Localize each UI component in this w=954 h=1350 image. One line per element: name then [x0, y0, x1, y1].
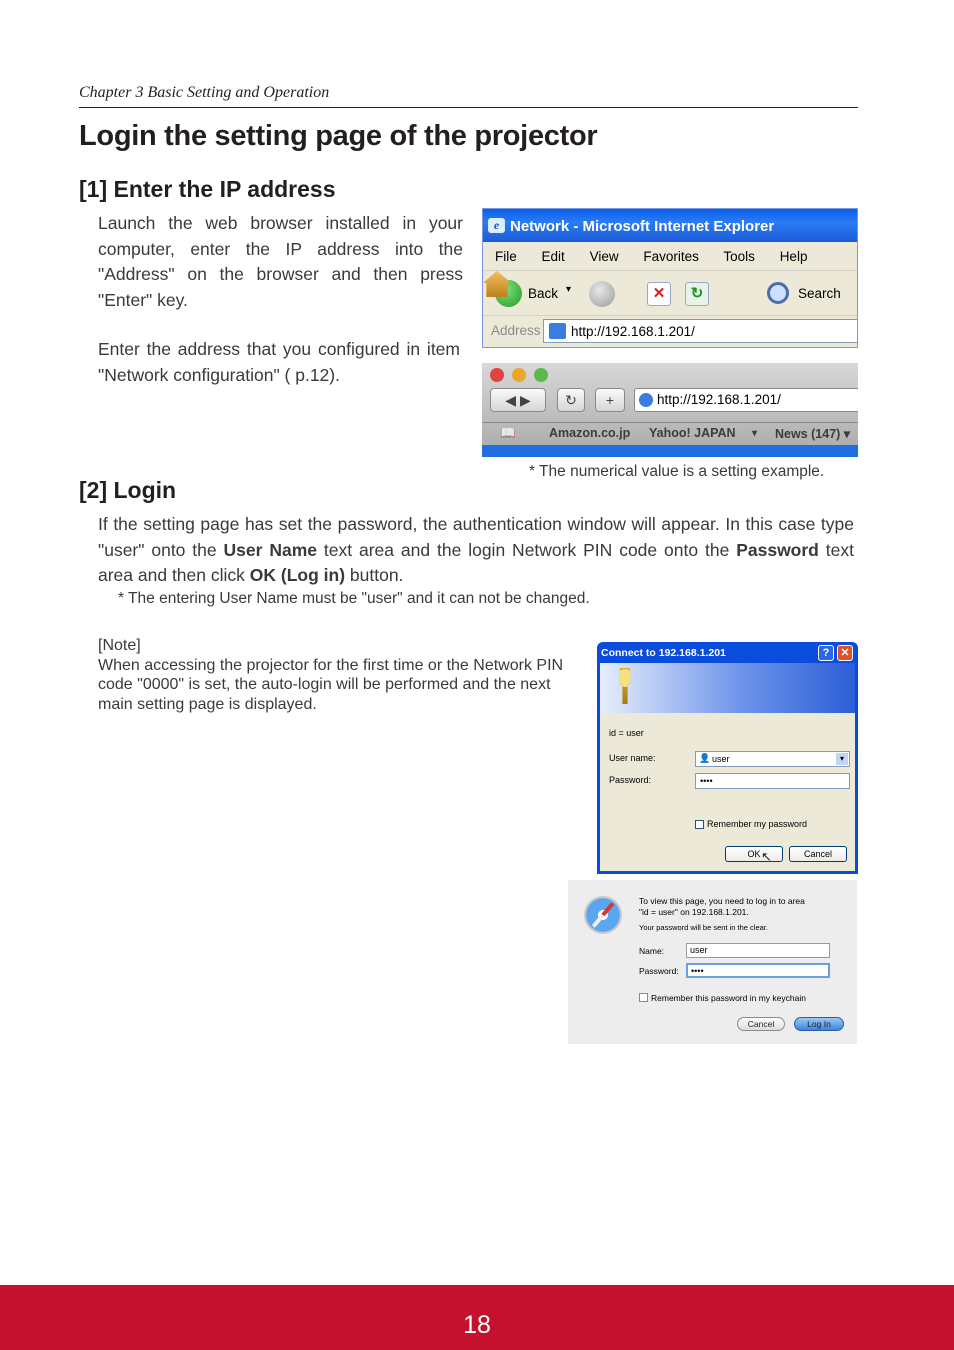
ie-search-label[interactable]: Search: [798, 286, 841, 301]
chevron-down-icon: ▾: [752, 428, 758, 439]
mac-message-line2: "id = user" on 192.168.1.201.: [639, 907, 749, 917]
xp-password-input[interactable]: [695, 773, 850, 789]
mac-message-line3: Your password will be sent in the clear.: [639, 923, 768, 932]
safari-tab-strip: [482, 445, 858, 457]
xp-remember-checkbox[interactable]: [695, 820, 704, 829]
safari-bookmarks-bar: [482, 422, 858, 444]
ie-menu-favorites[interactable]: Favorites: [643, 249, 699, 264]
safari-browser-screenshot: [482, 363, 858, 457]
page-number: 18: [463, 1311, 491, 1339]
mouse-cursor-icon: ↖: [761, 849, 772, 864]
page-title: Login the setting page of the projector: [79, 120, 598, 152]
ie-back-dropdown-icon[interactable]: ▾: [566, 284, 572, 295]
refresh-icon[interactable]: ↻: [685, 282, 709, 306]
safari-compass-icon: [584, 896, 622, 934]
xp-username-value: user: [712, 754, 730, 764]
bookmark-amazon[interactable]: Amazon.co.jp: [549, 426, 631, 440]
zoom-light-icon[interactable]: [534, 368, 548, 382]
xp-dialog-title: Connect to 192.168.1.201: [601, 647, 726, 659]
mac-password-label: Password:: [639, 966, 679, 976]
section1-paragraph2: Enter the address that you configured in item "Network configuration" ( p.12).: [98, 339, 460, 385]
ie-address-value: http://192.168.1.201/: [571, 324, 695, 339]
forward-arrow-icon[interactable]: [589, 281, 615, 307]
cancel-button[interactable]: Cancel: [789, 846, 847, 862]
mac-remember-label: Remember this password in my keychain: [651, 993, 806, 1003]
para-text-4: button.: [345, 565, 404, 585]
ie-toolbar: [483, 271, 857, 316]
safari-address-value: http://192.168.1.201/: [657, 392, 781, 407]
ie-address-bar: [483, 316, 857, 346]
close-icon[interactable]: ✕: [837, 645, 853, 661]
user-icon: 👤: [699, 753, 711, 763]
section1-heading: [1] Enter the IP address: [79, 176, 336, 202]
mac-name-label: Name:: [639, 946, 665, 956]
help-icon[interactable]: ?: [818, 645, 834, 661]
section1-paragraph1: Launch the web browser installed in your computer, enter the IP address into the "Address" on the browser and then press "Enter" key.: [98, 213, 463, 310]
mac-cancel-button[interactable]: Cancel: [737, 1017, 785, 1031]
ie-menu-bar: [483, 242, 857, 271]
home-icon[interactable]: [483, 271, 511, 297]
book-icon[interactable]: 📖: [500, 426, 516, 440]
globe-icon: [639, 393, 653, 407]
xp-realm-text: id = user: [609, 728, 644, 738]
bold-ok-login: OK (Log in): [249, 565, 346, 585]
note-block: [98, 636, 583, 714]
close-light-icon[interactable]: [490, 368, 504, 382]
chapter-heading: Chapter 3 Basic Setting and Operation: [79, 84, 330, 101]
ie-menu-help[interactable]: Help: [779, 249, 808, 264]
mac-name-input[interactable]: user: [686, 943, 830, 958]
bookmark-yahoo[interactable]: Yahoo! JAPAN: [649, 426, 736, 440]
xp-remember-label: Remember my password: [707, 819, 808, 829]
add-bookmark-icon[interactable]: +: [595, 388, 625, 412]
ie-menu-tools[interactable]: Tools: [723, 249, 755, 264]
ie-title-bar: [483, 209, 857, 242]
stop-icon[interactable]: ✕: [647, 282, 671, 306]
mac-remember-checkbox[interactable]: [639, 993, 648, 1002]
xp-password-value: ••••: [700, 776, 713, 786]
bookmark-news[interactable]: News (147) ▾: [775, 427, 851, 441]
section2-footnote: * The entering User Name must be "user" and it can not be changed.: [118, 590, 590, 607]
para-text-1: If the setting page has set the password, the authentication window will appear. In this case type "user" onto the: [98, 514, 854, 560]
section2-heading: [2] Login: [79, 477, 177, 503]
mac-login-sheet: [568, 880, 857, 1044]
header-rule: [79, 107, 858, 108]
para-text-3: text area and then click: [98, 539, 854, 585]
ie-menu-edit[interactable]: Edit: [541, 249, 565, 264]
back-forward-icon[interactable]: ◀ ▶: [490, 388, 546, 412]
ie-address-label: Address: [491, 323, 541, 338]
safari-address-input[interactable]: [634, 388, 858, 412]
ie-logo-icon: e: [488, 218, 505, 233]
xp-login-dialog: [597, 642, 858, 874]
page-icon: [549, 323, 566, 339]
search-icon[interactable]: [767, 282, 789, 304]
section2-paragraph: [98, 512, 854, 589]
mac-login-button[interactable]: Log In: [794, 1017, 844, 1031]
ie-menu-view[interactable]: View: [589, 249, 619, 264]
chevron-down-icon[interactable]: ▾: [836, 753, 848, 765]
mac-password-input[interactable]: ••••: [686, 963, 830, 978]
xp-username-label: User name:: [609, 753, 656, 763]
xp-username-input[interactable]: [695, 751, 850, 767]
xp-password-label: Password:: [609, 775, 652, 785]
ie-address-input[interactable]: [543, 319, 858, 343]
bold-password: Password: [736, 539, 819, 560]
ie-back-label[interactable]: Back: [528, 286, 559, 301]
reload-icon[interactable]: ↻: [557, 388, 585, 412]
ie-menu-file[interactable]: File: [495, 249, 517, 264]
ie-browser-screenshot: [482, 208, 858, 348]
xp-dialog-body: [600, 663, 855, 871]
mac-message-line1: To view this page, you need to log in to area: [639, 896, 805, 906]
note-label: [Note]: [98, 637, 141, 654]
keys-icon: [612, 668, 638, 704]
bold-user-name: User Name: [223, 539, 317, 560]
xp-banner: [600, 663, 855, 713]
minimize-light-icon[interactable]: [512, 368, 526, 382]
ie-title-text: Network - Microsoft Internet Explorer: [510, 218, 775, 235]
note-text: When accessing the projector for the first time or the Network PIN code "0000" is set, the auto-login will be performed and the next main setting page is displayed.: [98, 656, 564, 713]
para-text-2: text area and the login Network PIN code onto the: [317, 539, 737, 560]
ok-button[interactable]: OK: [725, 846, 783, 862]
screenshot-caption: * The numerical value is a setting example.: [529, 463, 825, 480]
